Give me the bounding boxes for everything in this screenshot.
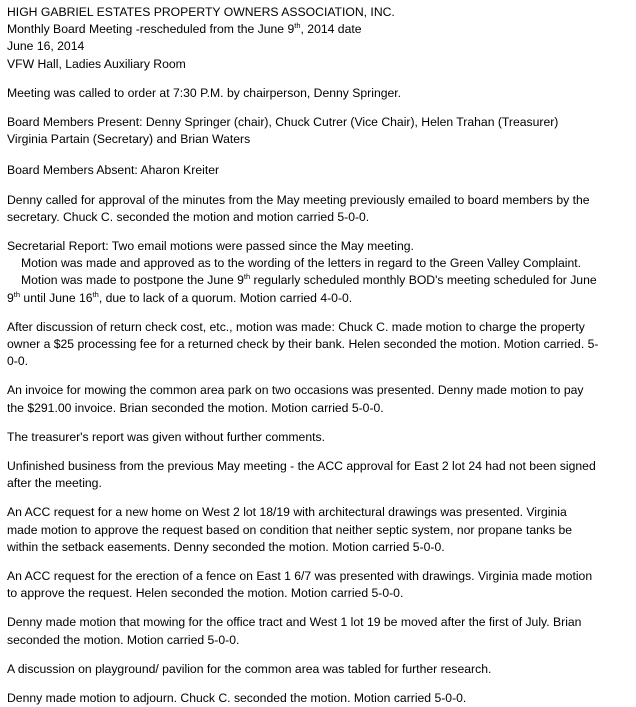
ordinal-suffix: th: [92, 289, 99, 299]
members-present-paragraph: [7, 114, 631, 148]
meeting-type: [7, 21, 631, 38]
meeting-type-text: Monthly Board Meeting -rescheduled from the June 9: [7, 22, 295, 37]
meeting-type-text-end: , 2014 date: [300, 22, 362, 37]
ordinal-suffix: th: [294, 21, 301, 31]
paragraph-line: An invoice for mowing the common area park on two occasions was presented. Denny made motion to pay: [7, 383, 584, 398]
line-text: , due to lack of a quorum. Motion carried 4-0-0.: [98, 290, 353, 305]
minutes-approval-paragraph: [7, 192, 631, 226]
paragraph-line: Denny made motion that mowing for the office tract and West 1 lot 19 be moved after the first of July. Brian: [7, 615, 582, 630]
mowing-paragraph: [7, 614, 631, 648]
line-text: Motion was made to postpone the June 9: [21, 273, 244, 288]
members-present-line: Virginia Partain (Secretary) and Brian Waters: [7, 132, 251, 147]
adjourn-paragraph: [7, 690, 631, 707]
paragraph-line: made motion to approve the request based on condition that neither septic system, nor propane tanks be: [7, 522, 573, 537]
call-to-order-text: Meeting was called to order at 7:30 P.M. by chairperson, Denny Springer.: [7, 85, 402, 100]
paragraph-line: [7, 272, 631, 289]
ordinal-suffix: th: [13, 289, 21, 299]
paragraph-line: Motion was made and approved as to the wording of the letters in regard to the Green Valley Complaint.: [21, 256, 582, 271]
paragraph-line: the $291.00 invoice. Brian seconded the motion. Motion carried 5-0-0.: [7, 400, 384, 415]
paragraph-line: within the setback easements. Denny seconded the motion. Motion carried 5-0-0.: [7, 539, 445, 554]
members-absent-text: Board Members Absent: Aharon Kreiter: [7, 163, 220, 178]
meeting-location: VFW Hall, Ladies Auxiliary Room: [7, 56, 186, 71]
members-present-line: Board Members Present: Denny Springer (chair), Chuck Cutrer (Vice Chair), Helen Trahan (Treasurer): [7, 115, 559, 130]
meeting-minutes-document: [7, 4, 631, 707]
adjourn-text: Denny made motion to adjourn. Chuck C. seconded the motion. Motion carried 5-0-0.: [7, 691, 467, 706]
meeting-date: June 16, 2014: [7, 39, 85, 54]
organization-name: HIGH GABRIEL ESTATES PROPERTY OWNERS ASSOCIATION, INC.: [7, 5, 395, 19]
acc-fence-paragraph: [7, 568, 631, 602]
line-text: regularly scheduled monthly BOD's meeting scheduled for June: [250, 273, 597, 288]
treasurer-report-paragraph: [7, 429, 631, 446]
acc-new-home-paragraph: [7, 504, 631, 556]
paragraph-line: 0-0.: [7, 354, 29, 369]
playground-text: A discussion on playground/ pavilion for the common area was tabled for further research.: [7, 661, 492, 676]
call-to-order-paragraph: [7, 85, 631, 102]
paragraph-line: After discussion of return check cost, etc., motion was made: Chuck C. made motion to charge the property: [7, 319, 585, 334]
members-absent-paragraph: [7, 162, 631, 179]
unfinished-business-paragraph: [7, 458, 631, 492]
document-header: [7, 4, 631, 73]
invoice-paragraph: [7, 382, 631, 416]
playground-paragraph: [7, 661, 631, 678]
ordinal-suffix: th: [243, 272, 251, 282]
line-text: 9: [7, 290, 14, 305]
paragraph-line: owner a $25 processing fee for a returned check by their bank. Helen seconded the motion. Motion carried. 5-: [7, 337, 599, 352]
paragraph-line: after the meeting.: [7, 476, 102, 491]
paragraph-line: An ACC request for the erection of a fence on East 1 6/7 was presented with drawings. Virginia made motion: [7, 569, 593, 584]
paragraph-line: Unfinished business from the previous May meeting - the ACC approval for East 2 lot 24 had not been signed: [7, 459, 596, 474]
line-text: until June 16: [20, 290, 93, 305]
paragraph-line: to approve the request. Helen seconded the motion. Motion carried 5-0-0.: [7, 586, 404, 601]
paragraph-line: [7, 290, 631, 307]
secretarial-report-paragraph: [7, 238, 631, 307]
return-check-paragraph: [7, 319, 631, 371]
paragraph-line: Secretarial Report: Two email motions were passed since the May meeting.: [7, 239, 414, 254]
paragraph-line: An ACC request for a new home on West 2 lot 18/19 with architectural drawings was presented. Virginia: [7, 505, 567, 520]
paragraph-line: seconded the motion. Motion carried 5-0-0.: [7, 632, 240, 647]
treasurer-report-text: The treasurer's report was given without further comments.: [7, 429, 325, 444]
paragraph-line: Denny called for approval of the minutes from the May meeting previously emailed to board members by the: [7, 192, 590, 207]
paragraph-line: secretary. Chuck C. seconded the motion and motion carried 5-0-0.: [7, 209, 370, 224]
